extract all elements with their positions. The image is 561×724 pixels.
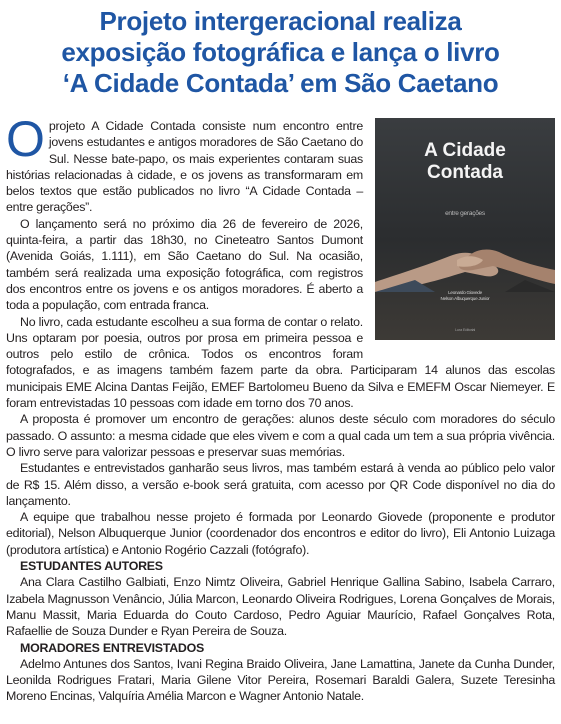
book-cover-author: Nelson Albuquerque Junior (440, 296, 490, 301)
book-cover-author: Leonardo Giovede (448, 290, 482, 295)
book-cover-image (375, 118, 555, 340)
book-cover-authors (375, 290, 555, 302)
article-body (6, 111, 555, 705)
headline-line: Projeto intergeracional realiza (99, 6, 462, 36)
book-cover-subtitle: entre gerações (445, 210, 485, 217)
headline-line: exposição fotográfica e lança o livro (61, 37, 500, 67)
article-headline (4, 6, 557, 99)
book-cover-title-line: Contada (427, 162, 503, 183)
residents-heading: MORADORES ENTREVISTADOS (20, 640, 205, 655)
paragraph-text: projeto A Cidade Contada consiste num encontro entre jovens estudantes e antigos moradores de São Caetano do Sul. Nesse bate-papo, os mais experientes contaram suas histórias relacionadas à cidade, e os jovens as transformaram em belos textos que estão publicados no livro “A Cidade Contada – entre gerações”. (6, 119, 363, 215)
students-list: Ana Clara Castilho Galbiati, Enzo Nimtz Oliveira, Gabriel Henrique Gallina Sabino, Isabela Carraro, Izabela Magnusson Venâncio, Júlia Marcon, Leonardo Oliveira Rodrigues, Lorena Gonçalves de Morais, Manu Massit, Maria Eduarda do Couto Cardoso, Pedro Aguiar Maurício, Rafael Gonçalves Rota, Rafaellie de Souza Dunder e Ryan Pereira de Souza. (6, 575, 555, 639)
drop-cap: O (6, 111, 45, 167)
headline-line: ‘A Cidade Contada’ em São Caetano (62, 68, 499, 98)
students-heading: ESTUDANTES AUTORES (20, 559, 163, 574)
article-paragraph: No livro, cada estudante escolheu a sua forma de contar o relato. Uns optaram por poesia, outros por prosa em primeira pessoa e outros pelo estilo de crônica. Todos os encontros foram fotografados, e as imagens também fazem parte da obra. Participaram 14 alunos das escolas municipais EME Alcina Dantas Feijão, EMEF Bartolomeu Bueno da Silva e EMEFM Oscar Niemeyer. E foram entrevistadas 10 pessoas com idade em torno dos 70 anos. (6, 314, 555, 411)
book-cover-publisher: Lura Editorial (454, 327, 476, 332)
article-paragraph: Estudantes e entrevistados ganharão seus livros, mas também estará à venda ao público pelo valor de R$ 15. Além disso, a versão e-book será gratuita, com acesso por QR Code disponível no dia do lançamento. (6, 461, 555, 508)
book-cover-title-line: A Cidade (424, 140, 506, 161)
hands-photo (375, 222, 555, 292)
article-paragraph: A equipe que trabalhou nesse projeto é formada por Leonardo Giovede (proponente e produtor editorial), Nelson Albuquerque Junior (coordenador dos encontros e editor do livro), Eli Antonio Luizaga (produtora artística) e Antonio Rogério Cazzali (fotógrafo). (6, 510, 555, 557)
residents-list: Adelmo Antunes dos Santos, Ivani Regina Braido Oliveira, Jane Lamattina, Janete da Cunha Dunder, Leonilda Rodrigues Fratari, Maria Gilene Vitor Pereira, Rosemari Baraldi Galera, Suzete Teresinha Moreno Encinas, Valquíria Amélia Marcon e Wagner Antonio Natale. (6, 656, 555, 704)
article-paragraph: A proposta é promover um encontro de gerações: alunos deste século com moradores do século passado. O assunto: a mesma cidade que eles vivem e com a qual cada um tem a sua própria vivência. O livro serve para valorizar pessoas e preservar suas memórias. (6, 412, 555, 459)
book-cover-title (375, 140, 555, 184)
article-paragraph: O lançamento será no próximo dia 26 de fevereiro de 2026, quinta-feira, a partir das 18h30, no Cineteatro Santos Dumont (Avenida Goiás, 1.111), em São Caetano do Sul. Na ocasião, também será realizada uma exposição fotográfica, com registros dos encontros entre os jovens e os antigos moradores. É aberto a toda a população, com entrada franca. (6, 216, 363, 313)
